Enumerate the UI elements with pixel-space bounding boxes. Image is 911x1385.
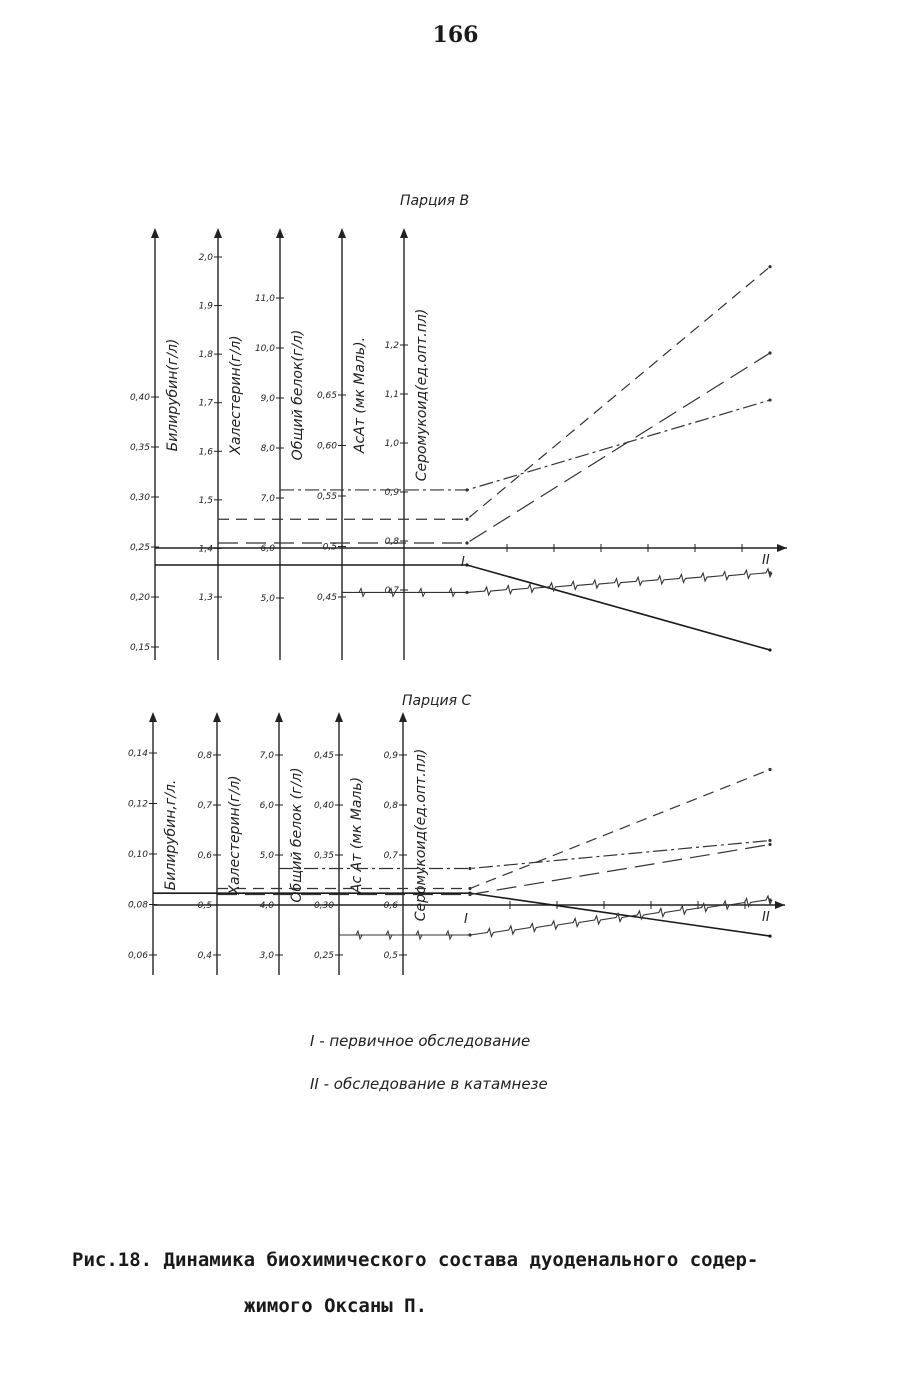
y-tick-label: 0,7 (384, 586, 399, 596)
y-tick-label: 0,4 (197, 951, 212, 961)
series-point-II (768, 934, 771, 937)
x-label-II: II (762, 553, 770, 568)
y-axis-arrow (399, 712, 407, 722)
y-axis-title: Билирубин(г/л) (165, 338, 181, 452)
y-axis-2 (198, 712, 243, 975)
y-axis-3 (255, 228, 306, 660)
series-point-II (768, 265, 771, 268)
caption-line-2: жимого Оксаны П. (244, 1295, 428, 1317)
series-line (339, 896, 772, 937)
series-line (155, 565, 770, 650)
y-tick-label: 0,12 (127, 799, 148, 810)
series-point-II (768, 898, 771, 901)
y-tick-label: 7,0 (259, 751, 274, 761)
y-tick-label: 1,2 (384, 341, 399, 351)
y-tick-label: 0,65 (316, 391, 337, 401)
y-tick-label: 0,7 (197, 801, 212, 811)
series-point-I (468, 867, 471, 870)
y-tick-label: 0,14 (127, 749, 148, 759)
series-point-II (768, 398, 771, 401)
x-axis-arrow (777, 544, 787, 552)
y-tick-label: 0,45 (316, 593, 337, 603)
legend (310, 1032, 548, 1093)
y-axis-2 (199, 228, 244, 660)
series-point-I (468, 893, 471, 896)
y-tick-label: 0,40 (313, 801, 334, 811)
y-tick-label: 0,8 (197, 751, 212, 761)
series-line (153, 893, 770, 936)
y-axis-title: Общий белок(г/л) (290, 329, 306, 461)
y-axis-arrow (214, 228, 222, 238)
y-tick-label: 4,0 (259, 901, 274, 911)
series-point-II (768, 843, 771, 846)
y-axis-title: АсАт (мк Маль). (352, 336, 368, 454)
y-tick-label: 1,4 (198, 544, 213, 555)
y-axis-arrow (275, 712, 283, 722)
y-tick-label: 1,1 (384, 390, 399, 400)
y-tick-label: 0,6 (383, 901, 398, 911)
y-axis-arrow (276, 228, 284, 238)
caption-line-1: Рис.18. Динамика биохимического состава дуоденального содер- (72, 1249, 759, 1271)
series-5 (339, 896, 772, 939)
y-tick-label: 0,9 (384, 488, 399, 498)
y-tick-label: 0,25 (313, 951, 334, 961)
y-tick-label: 1,9 (198, 301, 213, 312)
y-tick-label: 1,6 (198, 447, 213, 458)
y-axis-1 (128, 712, 179, 975)
y-tick-label: 0,9 (383, 751, 398, 761)
y-tick-label: 0,30 (129, 493, 150, 503)
y-axis-title: Халестерин(г/л) (227, 775, 243, 895)
y-tick-label: 8,0 (260, 444, 275, 454)
series-point-I (465, 591, 468, 594)
y-tick-label: 0,5 (322, 542, 337, 553)
y-axis-title: Серомукоид(ед.опт.пл) (414, 308, 430, 482)
y-axis-title: Ас Ат (мк Маль) (349, 776, 365, 894)
chart-2 (128, 693, 785, 975)
y-tick-label: 1,5 (198, 495, 213, 506)
series-point-I (465, 563, 468, 566)
y-tick-label: 0,35 (313, 851, 334, 861)
y-tick-label: 0,5 (197, 901, 212, 911)
y-tick-label: 0,15 (129, 643, 150, 653)
chart-1 (130, 193, 787, 660)
y-tick-label: 10,0 (254, 344, 275, 354)
y-tick-label: 7,0 (260, 494, 275, 504)
series-point-I (465, 541, 468, 544)
y-tick-label: 2,0 (198, 253, 213, 263)
y-tick-label: 0,60 (316, 441, 337, 452)
series-point-II (768, 648, 771, 651)
y-tick-label: 9,0 (260, 394, 275, 404)
x-label-II: II (762, 910, 770, 925)
y-tick-label: 5,0 (260, 594, 275, 604)
page-number: 166 (432, 22, 479, 48)
x-axis-arrow (775, 901, 785, 909)
chart-root (128, 193, 787, 975)
y-axis-arrow (335, 712, 343, 722)
y-axis-3 (260, 712, 305, 975)
y-tick-label: 0,35 (129, 443, 150, 453)
y-tick-label: 5,0 (259, 851, 274, 861)
series-point-I (465, 518, 468, 521)
y-tick-label: 0,30 (313, 901, 334, 911)
legend-line-1: I - первичное обследование (310, 1032, 531, 1050)
y-tick-label: 0,10 (127, 850, 148, 860)
y-tick-label: 1,8 (198, 350, 213, 361)
y-tick-label: 1,0 (384, 439, 399, 449)
chart-title: Парция С (402, 693, 472, 709)
y-tick-label: 0,25 (129, 543, 150, 553)
y-axis-4 (317, 228, 368, 660)
legend-line-2: II - обследование в катамнезе (310, 1075, 548, 1093)
series-5 (342, 569, 772, 597)
y-axis-title: Серомукоид(ед.опт.пл) (413, 748, 429, 922)
y-tick-label: 0,40 (129, 393, 150, 403)
y-axis-title: Общий белок (г/л) (289, 767, 305, 903)
y-axis-arrow (149, 712, 157, 722)
y-tick-label: 0,08 (127, 900, 148, 911)
y-tick-label: 0,06 (127, 951, 148, 961)
figure-caption (72, 1237, 872, 1329)
x-label-I: I (461, 555, 465, 570)
y-axis-title: Билирубин,г/л. (163, 779, 179, 891)
chart-title: Парция В (400, 193, 470, 209)
y-tick-label: 0,55 (316, 492, 337, 502)
series-point-I (468, 933, 471, 936)
y-axis-arrow (400, 228, 408, 238)
y-tick-label: 0,8 (383, 801, 398, 811)
y-tick-label: 0,5 (383, 951, 398, 961)
series-point-I (468, 887, 471, 890)
series-point-II (768, 351, 771, 354)
y-tick-label: 6,0 (260, 544, 275, 554)
x-label-I: I (464, 912, 468, 927)
y-tick-label: 1,7 (198, 398, 213, 409)
series-1 (155, 563, 772, 651)
y-axis-title: Халестерин(г/л) (228, 335, 244, 455)
y-axis-arrow (338, 228, 346, 238)
y-tick-label: 0,20 (129, 593, 150, 603)
y-axis-1 (130, 228, 181, 660)
y-tick-label: 0,45 (313, 751, 334, 761)
y-axis-arrow (213, 712, 221, 722)
series-point-II (768, 768, 771, 771)
series-point-I (465, 488, 468, 491)
y-tick-label: 0,8 (384, 537, 399, 547)
y-tick-label: 1,3 (198, 593, 213, 603)
y-tick-label: 11,0 (254, 294, 275, 304)
y-axis-arrow (151, 228, 159, 238)
series-point-II (768, 839, 771, 842)
y-tick-label: 0,7 (383, 851, 398, 861)
y-tick-label: 3,0 (259, 951, 274, 961)
series-line (342, 569, 772, 595)
y-tick-label: 6,0 (259, 801, 274, 811)
y-tick-label: 0,6 (197, 851, 212, 861)
series-1 (153, 892, 772, 938)
series-point-II (768, 571, 771, 574)
